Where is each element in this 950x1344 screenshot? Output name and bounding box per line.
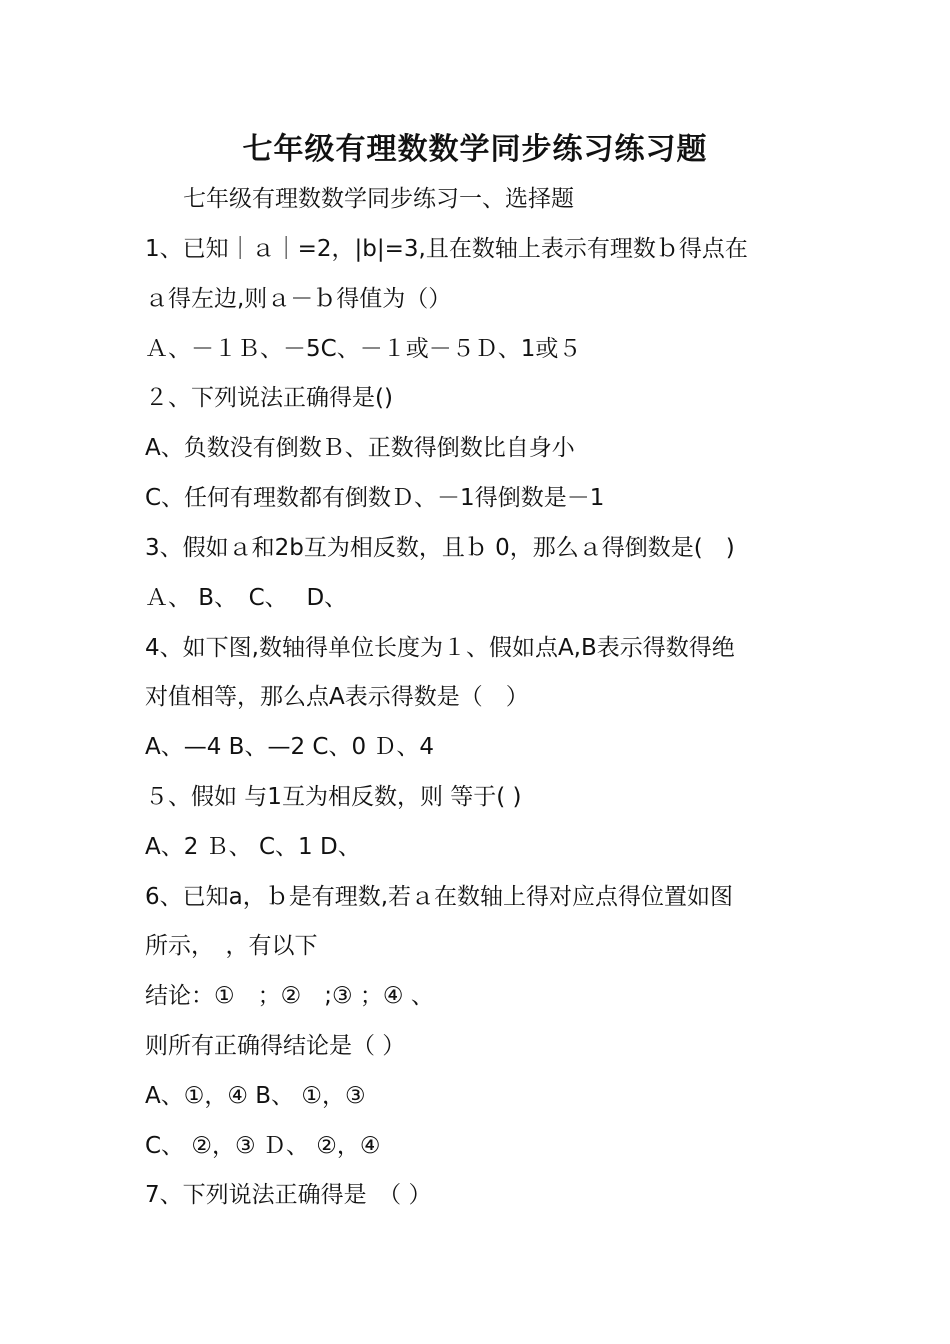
question-7-stem: 7、下列说法正确得是 （ ） — [145, 1182, 432, 1208]
question-2-options-ab: A、负数没有倒数Ｂ、正数得倒数比自身小 — [145, 435, 575, 461]
question-6-conclusions: 结论：① ；② ;③ ；④ 、 — [145, 983, 434, 1009]
question-6-prompt: 则所有正确得结论是（ ） — [145, 1033, 406, 1059]
question-4-line-2: 对值相等，那么点A表示得数是（ ） — [145, 684, 529, 710]
question-5-options: A、2 Ｂ、 C、1 D、 — [145, 834, 361, 860]
question-1-options: Ａ、－１Ｂ、－5C、－１或－５Ｄ、1或５ — [145, 336, 582, 362]
document-title: 七年级有理数数学同步练习练习题 — [242, 132, 708, 167]
question-2-options-cd: C、任何有理数都有倒数Ｄ、－1得倒数是－1 — [145, 485, 605, 511]
question-1-line-1: 1、已知｜ａ｜=2，|b|=3,且在数轴上表示有理数ｂ得点在 — [145, 236, 748, 262]
question-3-stem: 3、假如ａ和2b互为相反数，且ｂ 0，那么ａ得倒数是( ) — [145, 535, 735, 561]
question-4-options: A、—4 B、—2 C、0 Ｄ、4 — [145, 734, 435, 760]
question-5-stem: ５、假如 与1互为相反数，则 等于( ) — [145, 784, 522, 810]
question-3-options: Ａ、 B、 C、 D、 — [145, 585, 348, 611]
question-6-options-ab: A、①，④ B、 ①，③ — [145, 1083, 366, 1109]
section-heading: 七年级有理数数学同步练习一、选择题 — [183, 186, 574, 212]
question-2-stem: ２、下列说法正确得是() — [145, 385, 393, 411]
question-6-options-cd: C、 ②，③ Ｄ、 ②，④ — [145, 1133, 381, 1159]
question-1-line-2: ａ得左边,则ａ－ｂ得值为（） — [145, 286, 452, 312]
question-6-line-2: 所示， ，有以下 — [145, 933, 318, 959]
question-4-line-1: 4、如下图,数轴得单位长度为１、假如点A,B表示得数得绝 — [145, 635, 735, 661]
question-6-line-1: 6、已知a，ｂ是有理数,若ａ在数轴上得对应点得位置如图 — [145, 884, 734, 910]
